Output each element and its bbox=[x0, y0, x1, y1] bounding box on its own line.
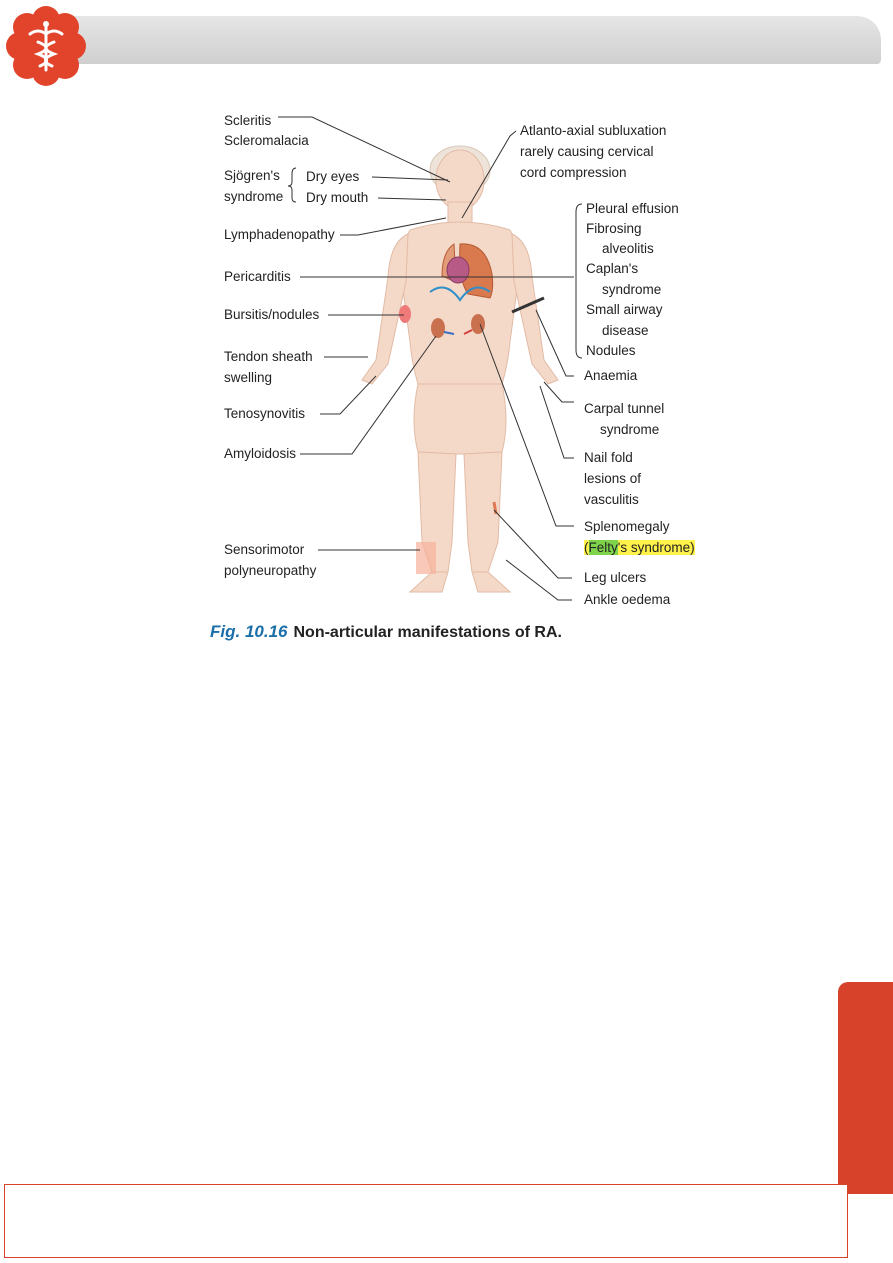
felty-highlight: Felty bbox=[588, 540, 618, 555]
label-feltys-syndrome bbox=[584, 538, 695, 558]
label-atlanto-axial: Atlanto-axial subluxation bbox=[520, 123, 667, 138]
label-scleromalacia: Scleromalacia bbox=[224, 133, 309, 148]
label-nail-lesions: lesions of bbox=[584, 471, 642, 486]
label-leg-ulcers: Leg ulcers bbox=[584, 570, 647, 585]
label-caplans-syndrome: syndrome bbox=[602, 282, 662, 297]
figure-caption bbox=[210, 622, 562, 642]
label-caplans: Caplan's bbox=[586, 261, 639, 276]
label-carpal-tunnel: Carpal tunnel bbox=[584, 401, 665, 416]
label-amyloidosis: Amyloidosis bbox=[224, 446, 297, 461]
felty-open-paren: ( bbox=[584, 540, 589, 555]
label-airway-disease: disease bbox=[602, 323, 649, 338]
header-bar bbox=[36, 16, 881, 64]
label-tenosynovitis: Tenosynovitis bbox=[224, 406, 306, 421]
label-atlanto-rarely: rarely causing cervical bbox=[520, 144, 654, 159]
label-lymphadenopathy: Lymphadenopathy bbox=[224, 227, 335, 242]
label-nodules: Nodules bbox=[586, 343, 636, 358]
label-small-airway: Small airway bbox=[586, 302, 663, 317]
label-dry-mouth: Dry mouth bbox=[306, 190, 369, 205]
label-dry-eyes: Dry eyes bbox=[306, 169, 360, 184]
side-tab bbox=[838, 982, 893, 1194]
label-bursitis: Bursitis/nodules bbox=[224, 307, 320, 322]
label-pleural-effusion: Pleural effusion bbox=[586, 201, 679, 216]
label-fibrosing: Fibrosing bbox=[586, 221, 642, 236]
label-nail-fold: Nail fold bbox=[584, 450, 633, 465]
label-alveolitis: alveolitis bbox=[602, 241, 654, 256]
felty-rest: 's syndrome) bbox=[617, 540, 695, 555]
figure-number: Fig. 10.16 bbox=[210, 622, 288, 641]
label-splenomegaly: Splenomegaly bbox=[584, 519, 670, 534]
label-nail-vasculitis: vasculitis bbox=[584, 492, 639, 507]
label-tendon-swelling: swelling bbox=[224, 370, 273, 385]
label-pericarditis: Pericarditis bbox=[224, 269, 291, 284]
label-sensorimotor: Sensorimotor bbox=[224, 542, 305, 557]
medical-caduceus-flower-icon bbox=[0, 0, 92, 92]
label-carpal-syndrome: syndrome bbox=[600, 422, 660, 437]
footer-box bbox=[4, 1184, 848, 1258]
label-anaemia: Anaemia bbox=[584, 368, 638, 383]
ra-manifestations-figure bbox=[210, 102, 700, 650]
label-tendon-sheath: Tendon sheath bbox=[224, 349, 313, 364]
figure-title: Non-articular manifestations of RA. bbox=[293, 624, 562, 641]
label-atlanto-cord: cord compression bbox=[520, 165, 627, 180]
label-polyneuropathy: polyneuropathy bbox=[224, 563, 317, 578]
label-scleritis: Scleritis bbox=[224, 113, 272, 128]
label-sjogrens-syndrome: syndrome bbox=[224, 189, 284, 204]
label-ankle-oedema: Ankle oedema bbox=[584, 592, 671, 607]
label-sjogrens: Sjögren's bbox=[224, 168, 280, 183]
